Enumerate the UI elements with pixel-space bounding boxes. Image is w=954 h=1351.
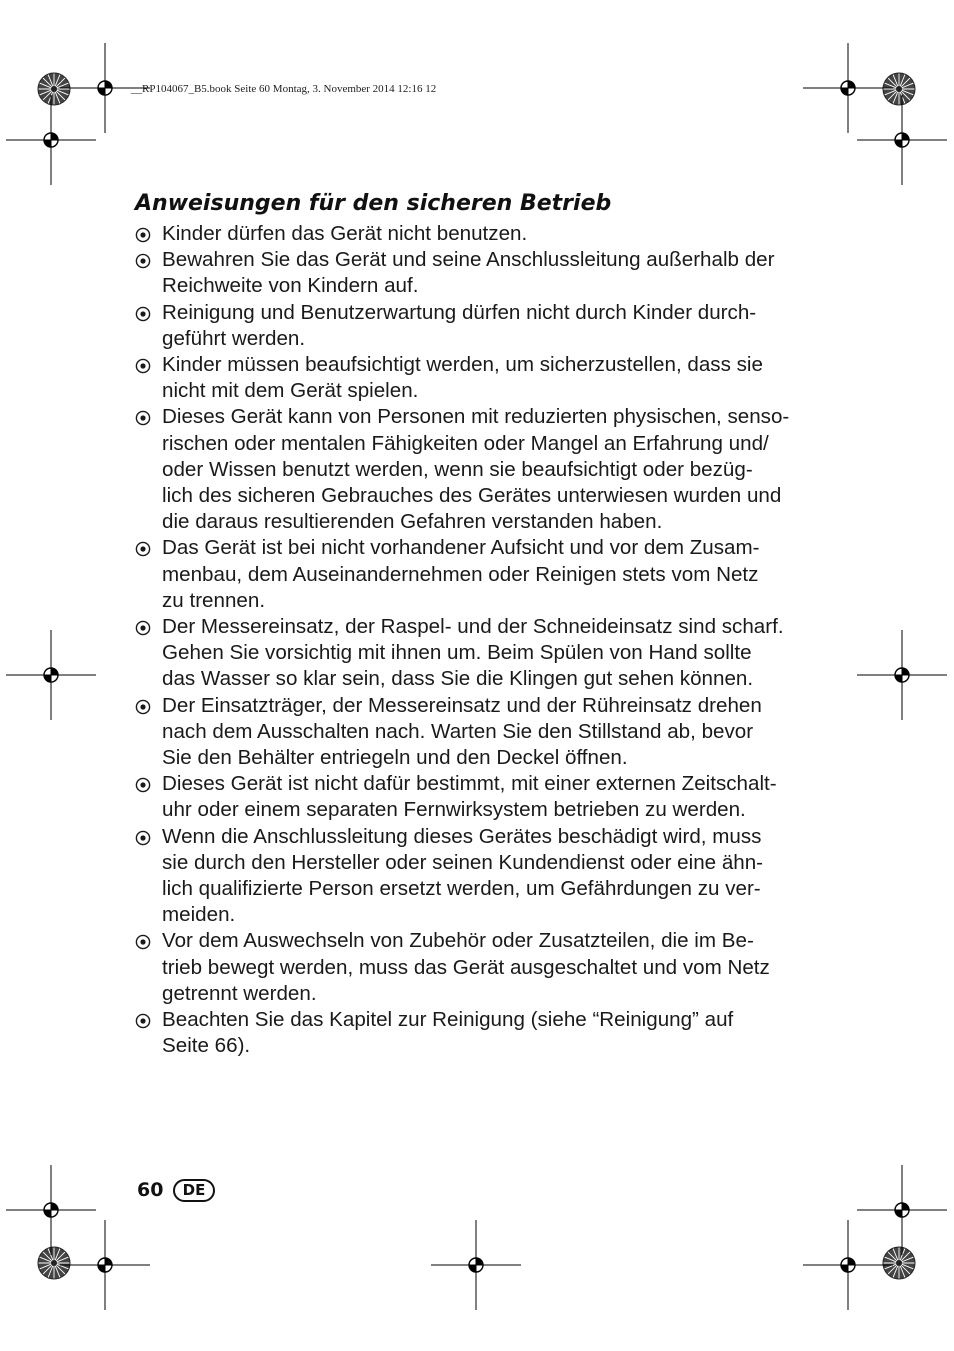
circled-dot-icon — [135, 358, 151, 374]
page-number: 60 — [137, 1179, 164, 1201]
list-item-line: Der Einsatzträger, der Messereinsatz und der Rühreinsatz drehen — [162, 693, 762, 717]
list-item-line: trieb bewegt werden, muss das Gerät ausgeschaltet und vom Netz — [162, 955, 770, 979]
list-item — [135, 352, 800, 404]
list-item-line: Dieses Gerät ist nicht dafür bestimmt, mit einer externen Zeitschalt- — [162, 772, 777, 796]
list-item-line: Seite 66). — [162, 1034, 251, 1058]
list-item-line: die daraus resultierenden Gefahren verstanden haben. — [162, 510, 663, 534]
list-item — [135, 1007, 800, 1059]
list-item — [135, 693, 800, 772]
list-item-line: Dieses Gerät kann von Personen mit reduzierten physischen, senso- — [162, 405, 790, 429]
safety-instructions-list — [135, 221, 800, 1060]
list-item-line: Beachten Sie das Kapitel zur Reinigung (siehe “Reinigung” auf — [162, 1008, 734, 1032]
circled-dot-icon — [135, 410, 151, 426]
list-item-line: lich des sicheren Gebrauches des Gerätes unterwiesen wurden und — [162, 484, 782, 508]
list-item-line: Vor dem Auswechseln von Zubehör oder Zusatzteilen, die im Be- — [162, 929, 754, 953]
list-item-line: sie durch den Hersteller oder seinen Kundendienst oder eine ähn- — [162, 850, 764, 874]
list-item-line: Der Messereinsatz, der Raspel- und der Schneideinsatz sind scharf. — [162, 615, 784, 639]
list-item-line: Wenn die Anschlussleitung dieses Gerätes beschädigt wird, muss — [162, 824, 762, 848]
circled-dot-icon — [135, 306, 151, 322]
list-item-line: das Wasser so klar sein, dass Sie die Klingen gut sehen können. — [162, 667, 754, 691]
list-item-line: nicht mit dem Gerät spielen. — [162, 379, 419, 403]
circled-dot-icon — [135, 253, 151, 269]
list-item-line: zu trennen. — [162, 588, 266, 612]
circled-dot-icon — [135, 699, 151, 715]
list-item — [135, 614, 800, 693]
circled-dot-icon — [135, 1013, 151, 1029]
list-item — [135, 300, 800, 352]
print-file-info: __RP104067_B5.book Seite 60 Montag, 3. November 2014 12:16 12 — [131, 83, 437, 95]
list-item-line: nach dem Ausschalten nach. Warten Sie den Stillstand ab, bevor — [162, 719, 754, 743]
list-item-line: Bewahren Sie das Gerät und seine Anschlussleitung außerhalb der — [162, 248, 775, 272]
circled-dot-icon — [135, 934, 151, 950]
list-item — [135, 928, 800, 1007]
list-item-line: Reinigung und Benutzerwartung dürfen nicht durch Kinder durch- — [162, 300, 757, 324]
list-item — [135, 221, 800, 247]
section-title: Anweisungen für den sicheren Betrieb — [135, 191, 612, 216]
list-item-line: Das Gerät ist bei nicht vorhandener Aufsicht und vor dem Zusam- — [162, 536, 760, 560]
circled-dot-icon — [135, 830, 151, 846]
list-item-line: Sie den Behälter entriegeln und den Deckel öffnen. — [162, 746, 628, 770]
list-item — [135, 535, 800, 614]
list-item-line: geführt werden. — [162, 326, 306, 350]
circled-dot-icon — [135, 620, 151, 636]
list-item-line: meiden. — [162, 903, 236, 927]
list-item-line: uhr oder einem separaten Fernwirksystem betrieben zu werden. — [162, 798, 746, 822]
list-item-line: Reichweite von Kindern auf. — [162, 274, 419, 298]
list-item-line: oder Wissen benutzt werden, wenn sie beaufsichtigt oder bezüg- — [162, 457, 753, 481]
list-item-line: getrennt werden. — [162, 981, 317, 1005]
language-badge: DE — [173, 1179, 215, 1202]
list-item-line: Gehen Sie vorsichtig mit ihnen um. Beim Spülen von Hand sollte — [162, 641, 752, 665]
list-item-line: Kinder müssen beaufsichtigt werden, um sicherzustellen, dass sie — [162, 353, 763, 377]
circled-dot-icon — [135, 777, 151, 793]
list-item-line: rischen oder mentalen Fähigkeiten oder Mangel an Erfahrung und/ — [162, 431, 769, 455]
list-item-line: lich qualifizierte Person ersetzt werden, um Gefährdungen zu ver- — [162, 877, 761, 901]
list-item — [135, 771, 800, 823]
circled-dot-icon — [135, 227, 151, 243]
list-item — [135, 404, 800, 535]
list-item-line: Kinder dürfen das Gerät nicht benutzen. — [162, 222, 528, 245]
circled-dot-icon — [135, 541, 151, 557]
list-item-line: menbau, dem Auseinandernehmen oder Reinigen stets vom Netz — [162, 562, 759, 586]
list-item — [135, 824, 800, 929]
list-item — [135, 247, 800, 299]
